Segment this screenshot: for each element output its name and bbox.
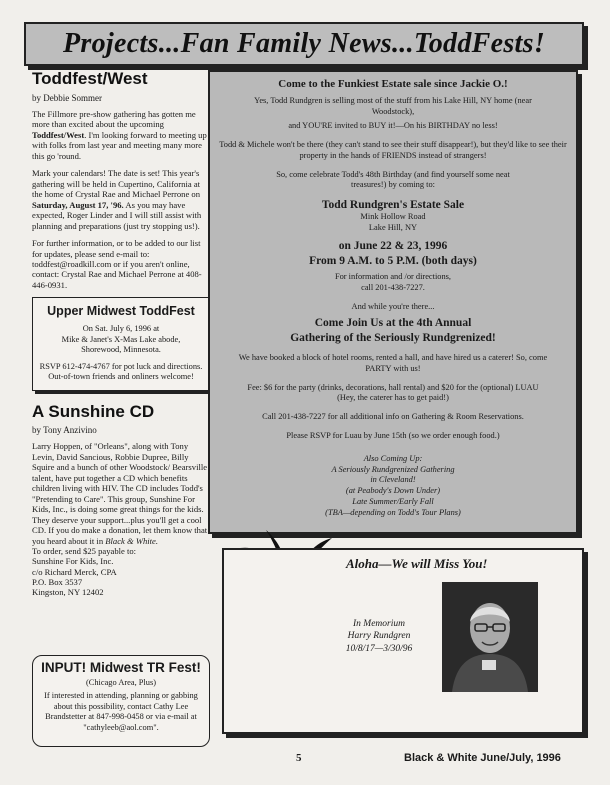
toddfest-west-paragraph-2: Mark your calendars! The date is set! This year's gathering will be held in Cupertino, California at the home of Crystal Rae and Michael Perrone on Saturday, August 17, '96. As you may have expected, Roger Linder and I will still assist with planning and preparations (just try stopping us!). bbox=[32, 168, 202, 231]
gathering-rsvp: Please RSVP for Luau by June 15th (so we order enough food.) bbox=[286, 430, 500, 440]
estate-line-2: and YOU'RE invited to BUY it!—On his BIRTHDAY no less! bbox=[288, 121, 498, 131]
sunshine-cd-address: To order, send $25 payable to: Sunshine For Kids, Inc. c/o Richard Merck, CPA P.O. Box 3537 Kingston, NY 12402 bbox=[32, 546, 137, 598]
estate-headline: Come to the Funkiest Estate sale since Jackie O.! bbox=[278, 78, 508, 90]
toddfest-west-paragraph-3: For further information, or to be added to our list for updates, please send e-mail to: toddfest@roadkill.com or if you aren't online, contact: Crystal Rae and Michael Perrone at 408-446-0931. bbox=[32, 238, 202, 290]
estate-dates: on June 22 & 23, 1996 bbox=[338, 240, 448, 253]
toddfest-west-byline: by Debbie Sommer bbox=[32, 92, 102, 103]
also-line-3: in Cleveland! bbox=[370, 475, 416, 485]
gathering-fee: Fee: $6 for the party (drinks, decorations, hall rental) and $20 for the (optional) LUAU (Hey, the caterer has to get paid!) bbox=[247, 382, 539, 403]
estate-line-3: Todd & Michele won't be there (they can't stand to see their stuff disappear!), but they'd like to see their property in the hands of FRIENDS instead of strangers! bbox=[219, 140, 567, 160]
memorial-dates: 10/8/17—3/30/96 bbox=[345, 643, 413, 654]
memorial-aloha: Aloha—We will Miss You! bbox=[346, 556, 488, 571]
upper-midwest-welcome: Out-of-town friends and onliners welcome! bbox=[48, 372, 194, 382]
page-banner bbox=[24, 22, 584, 66]
memorial-box bbox=[222, 548, 584, 734]
upper-midwest-rsvp: RSVP 612-474-4767 for pot luck and directions. bbox=[39, 361, 203, 371]
sunshine-cd-byline: by Tony Anzivino bbox=[32, 425, 97, 436]
sunshine-cd-title: A Sunshine CD bbox=[32, 401, 155, 421]
also-line-4: (at Peabody's Down Under) bbox=[345, 486, 441, 496]
estate-sale-title: Todd Rundgren's Estate Sale bbox=[321, 199, 465, 211]
also-line-5: Late Summer/Early Fall bbox=[352, 497, 434, 507]
issue-label: Black & White June/July, 1996 bbox=[404, 752, 561, 764]
left-column bbox=[32, 70, 210, 605]
upper-midwest-venue: Mike & Janet's X-Mas Lake abode, bbox=[61, 334, 181, 344]
also-line-2: A Seriously Rundgrenized Gathering bbox=[331, 464, 455, 474]
input-midwest-title: INPUT! Midwest TR Fest! bbox=[41, 660, 201, 675]
estate-line-4: So, come celebrate Todd's 48th Birthday (and find yourself some neat treasures!) by coming to: bbox=[276, 169, 510, 190]
also-coming-up bbox=[218, 454, 568, 520]
sunshine-cd-paragraph: Larry Hoppen, of "Orleans", along with Tony Levin, David Sancious, Robbie Dupree, Billy Squire and a bunch of other Woodstock/ Bearsville talent, have put together a CD which benefits children living with HIV. The CD includes Todd's "Pretending to Care". This group, Sunshine For Kids, Inc., is doing some great things for the kids. They deserve your support...plus you'll get a cool CD. If you do make a donation, let them know that you heard about it in Black & White. bbox=[32, 441, 208, 546]
estate-hours: From 9 A.M. to 5 P.M. (both days) bbox=[309, 254, 477, 267]
upper-midwest-title: Upper Midwest ToddFest bbox=[47, 304, 195, 319]
upper-midwest-box bbox=[32, 297, 210, 390]
also-line-6: (TBA—depending on Todd's Tour Plans) bbox=[325, 508, 461, 518]
upper-midwest-date: On Sat. July 6, 1996 at bbox=[82, 324, 160, 334]
input-midwest-body: If interested in attending, planning or gabbing about this possibility, contact Cathy Lee Brandstetter at 847-998-0458 or via e-mail at "cathyleeb@aol.com". bbox=[44, 691, 198, 732]
gathering-join-2: Gathering of the Seriously Rundgrenized! bbox=[290, 331, 496, 344]
toddfest-west-title: Toddfest/West bbox=[32, 69, 148, 88]
estate-sale-box bbox=[208, 70, 578, 534]
input-midwest-box bbox=[32, 655, 210, 747]
upper-midwest-location: Shorewood, Minnesota. bbox=[81, 345, 161, 355]
gathering-hotel: We have booked a block of hotel rooms, rented a hall, and have hired us a caterer! So, come PARTY with us! bbox=[238, 353, 548, 373]
input-midwest-subtitle: (Chicago Area, Plus) bbox=[85, 678, 156, 687]
memorial-name: Harry Rundgren bbox=[347, 631, 411, 642]
estate-address-1: Mink Hollow Road bbox=[360, 212, 426, 222]
memorial-text bbox=[320, 618, 438, 655]
page-number: 5 bbox=[296, 752, 302, 764]
estate-info-1: For information and /or directions, bbox=[334, 272, 452, 282]
banner-title: Projects...Fan Family News...ToddFests! bbox=[62, 28, 546, 59]
memorial-line-1: In Memorium bbox=[353, 619, 405, 629]
memorial-photo bbox=[442, 582, 538, 692]
also-line-1: Also Coming Up: bbox=[363, 453, 423, 463]
estate-info-2: call 201-438-7227. bbox=[361, 282, 425, 292]
toddfest-west-paragraph-1: The Fillmore pre-show gathering has gotten me more than excited about the upcoming Toddfest/West. I'm looking forward to meeting up with folks from last year and meeting many more this go 'round. bbox=[32, 108, 207, 161]
estate-line-1: Yes, Todd Rundgren is selling most of the stuff from his Lake Hill, NY home (near Woodstock), bbox=[254, 95, 532, 116]
estate-address-2: Lake Hill, NY bbox=[368, 222, 418, 232]
estate-while: And while you're there... bbox=[351, 301, 435, 311]
gathering-join-1: Come Join Us at the 4th Annual bbox=[314, 317, 472, 330]
gathering-call: Call 201-438-7227 for all additional info on Gathering & Room Reservations. bbox=[262, 412, 524, 422]
